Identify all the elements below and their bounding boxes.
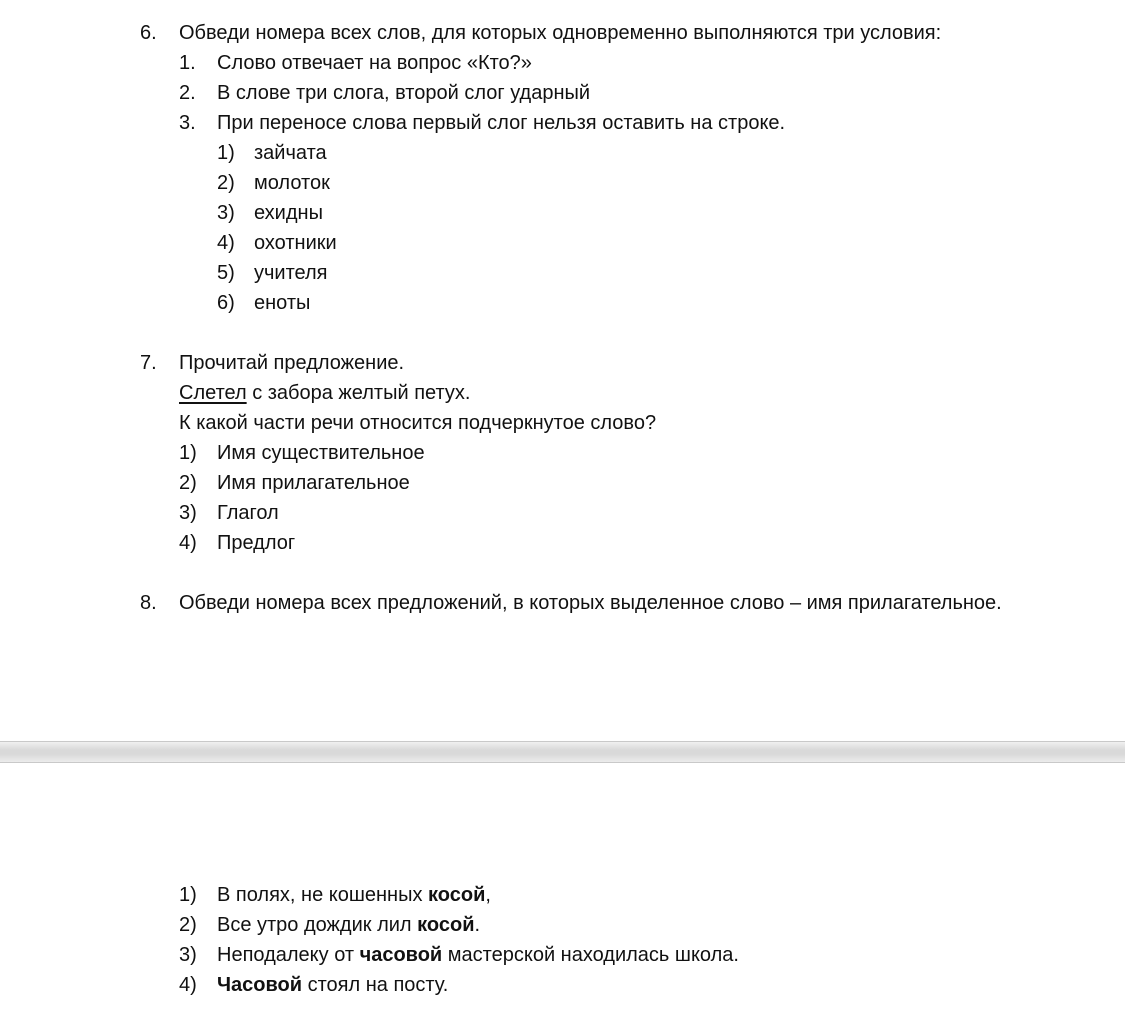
option-number: 2) — [217, 172, 235, 194]
option-number: 1) — [179, 442, 197, 464]
option-text: Имя существительное — [217, 442, 425, 464]
option-number: 4) — [179, 974, 197, 996]
option-text: Имя прилагательное — [217, 472, 410, 494]
option-number: 4) — [179, 532, 197, 554]
option-number: 3) — [217, 202, 235, 224]
sentence-text — [179, 380, 470, 406]
option-number: 2) — [179, 472, 197, 494]
option-text: охотники — [254, 232, 337, 254]
option-text — [217, 972, 448, 998]
highlighted-word: часовой — [359, 944, 443, 966]
highlighted-word: косой — [417, 914, 475, 936]
highlighted-word: косой — [428, 884, 486, 906]
question-number: 8. — [140, 592, 157, 614]
option-number: 5) — [217, 262, 235, 284]
option-text: Предлог — [217, 532, 296, 554]
option-text-after: , — [485, 884, 491, 906]
option-text: учителя — [254, 262, 328, 284]
option-text — [217, 912, 480, 938]
underlined-word: Слетел — [179, 382, 247, 404]
option-number: 3) — [179, 502, 197, 524]
option-text — [217, 942, 739, 968]
page-break — [0, 741, 1125, 763]
option-text-before: В полях, не кошенных — [217, 884, 429, 906]
option-text: Глагол — [217, 502, 279, 524]
condition-text: При переносе слова первый слог нельзя оставить на строке. — [217, 112, 786, 134]
option-text — [217, 882, 491, 908]
question-text: К какой части речи относится подчеркнутое слово? — [179, 412, 657, 434]
option-number: 1) — [217, 142, 235, 164]
question-text: Обведи номера всех слов, для которых одновременно выполняются три условия: — [179, 22, 942, 44]
option-number: 3) — [179, 944, 197, 966]
highlighted-word: Часовой — [217, 974, 303, 996]
option-text-before: Все утро дождик лил — [217, 914, 418, 936]
condition-number: 3. — [179, 112, 196, 134]
question-intro: Прочитай предложение. — [179, 352, 405, 374]
option-number: 1) — [179, 884, 197, 906]
option-number: 4) — [217, 232, 235, 254]
option-text: зайчата — [254, 142, 327, 164]
option-text-after: мастерской находилась школа. — [442, 944, 739, 966]
question-number: 7. — [140, 352, 157, 374]
condition-text: Слово отвечает на вопрос «Кто?» — [217, 52, 532, 74]
option-text: еноты — [254, 292, 311, 314]
condition-number: 1. — [179, 52, 196, 74]
option-text-before: Неподалеку от — [217, 944, 360, 966]
condition-text: В слове три слога, второй слог ударный — [217, 82, 591, 104]
option-text: молоток — [254, 172, 330, 194]
question-number: 6. — [140, 22, 157, 44]
option-number: 2) — [179, 914, 197, 936]
option-text-after: стоял на посту. — [302, 974, 449, 996]
question-text: Обведи номера всех предложений, в которых выделенное слово – имя прилагательное. — [179, 592, 1002, 614]
option-text-after: . — [474, 914, 481, 936]
condition-number: 2. — [179, 82, 196, 104]
option-number: 6) — [217, 292, 235, 314]
sentence-rest: с забора желтый петух. — [246, 382, 471, 404]
option-text: ехидны — [254, 202, 323, 224]
